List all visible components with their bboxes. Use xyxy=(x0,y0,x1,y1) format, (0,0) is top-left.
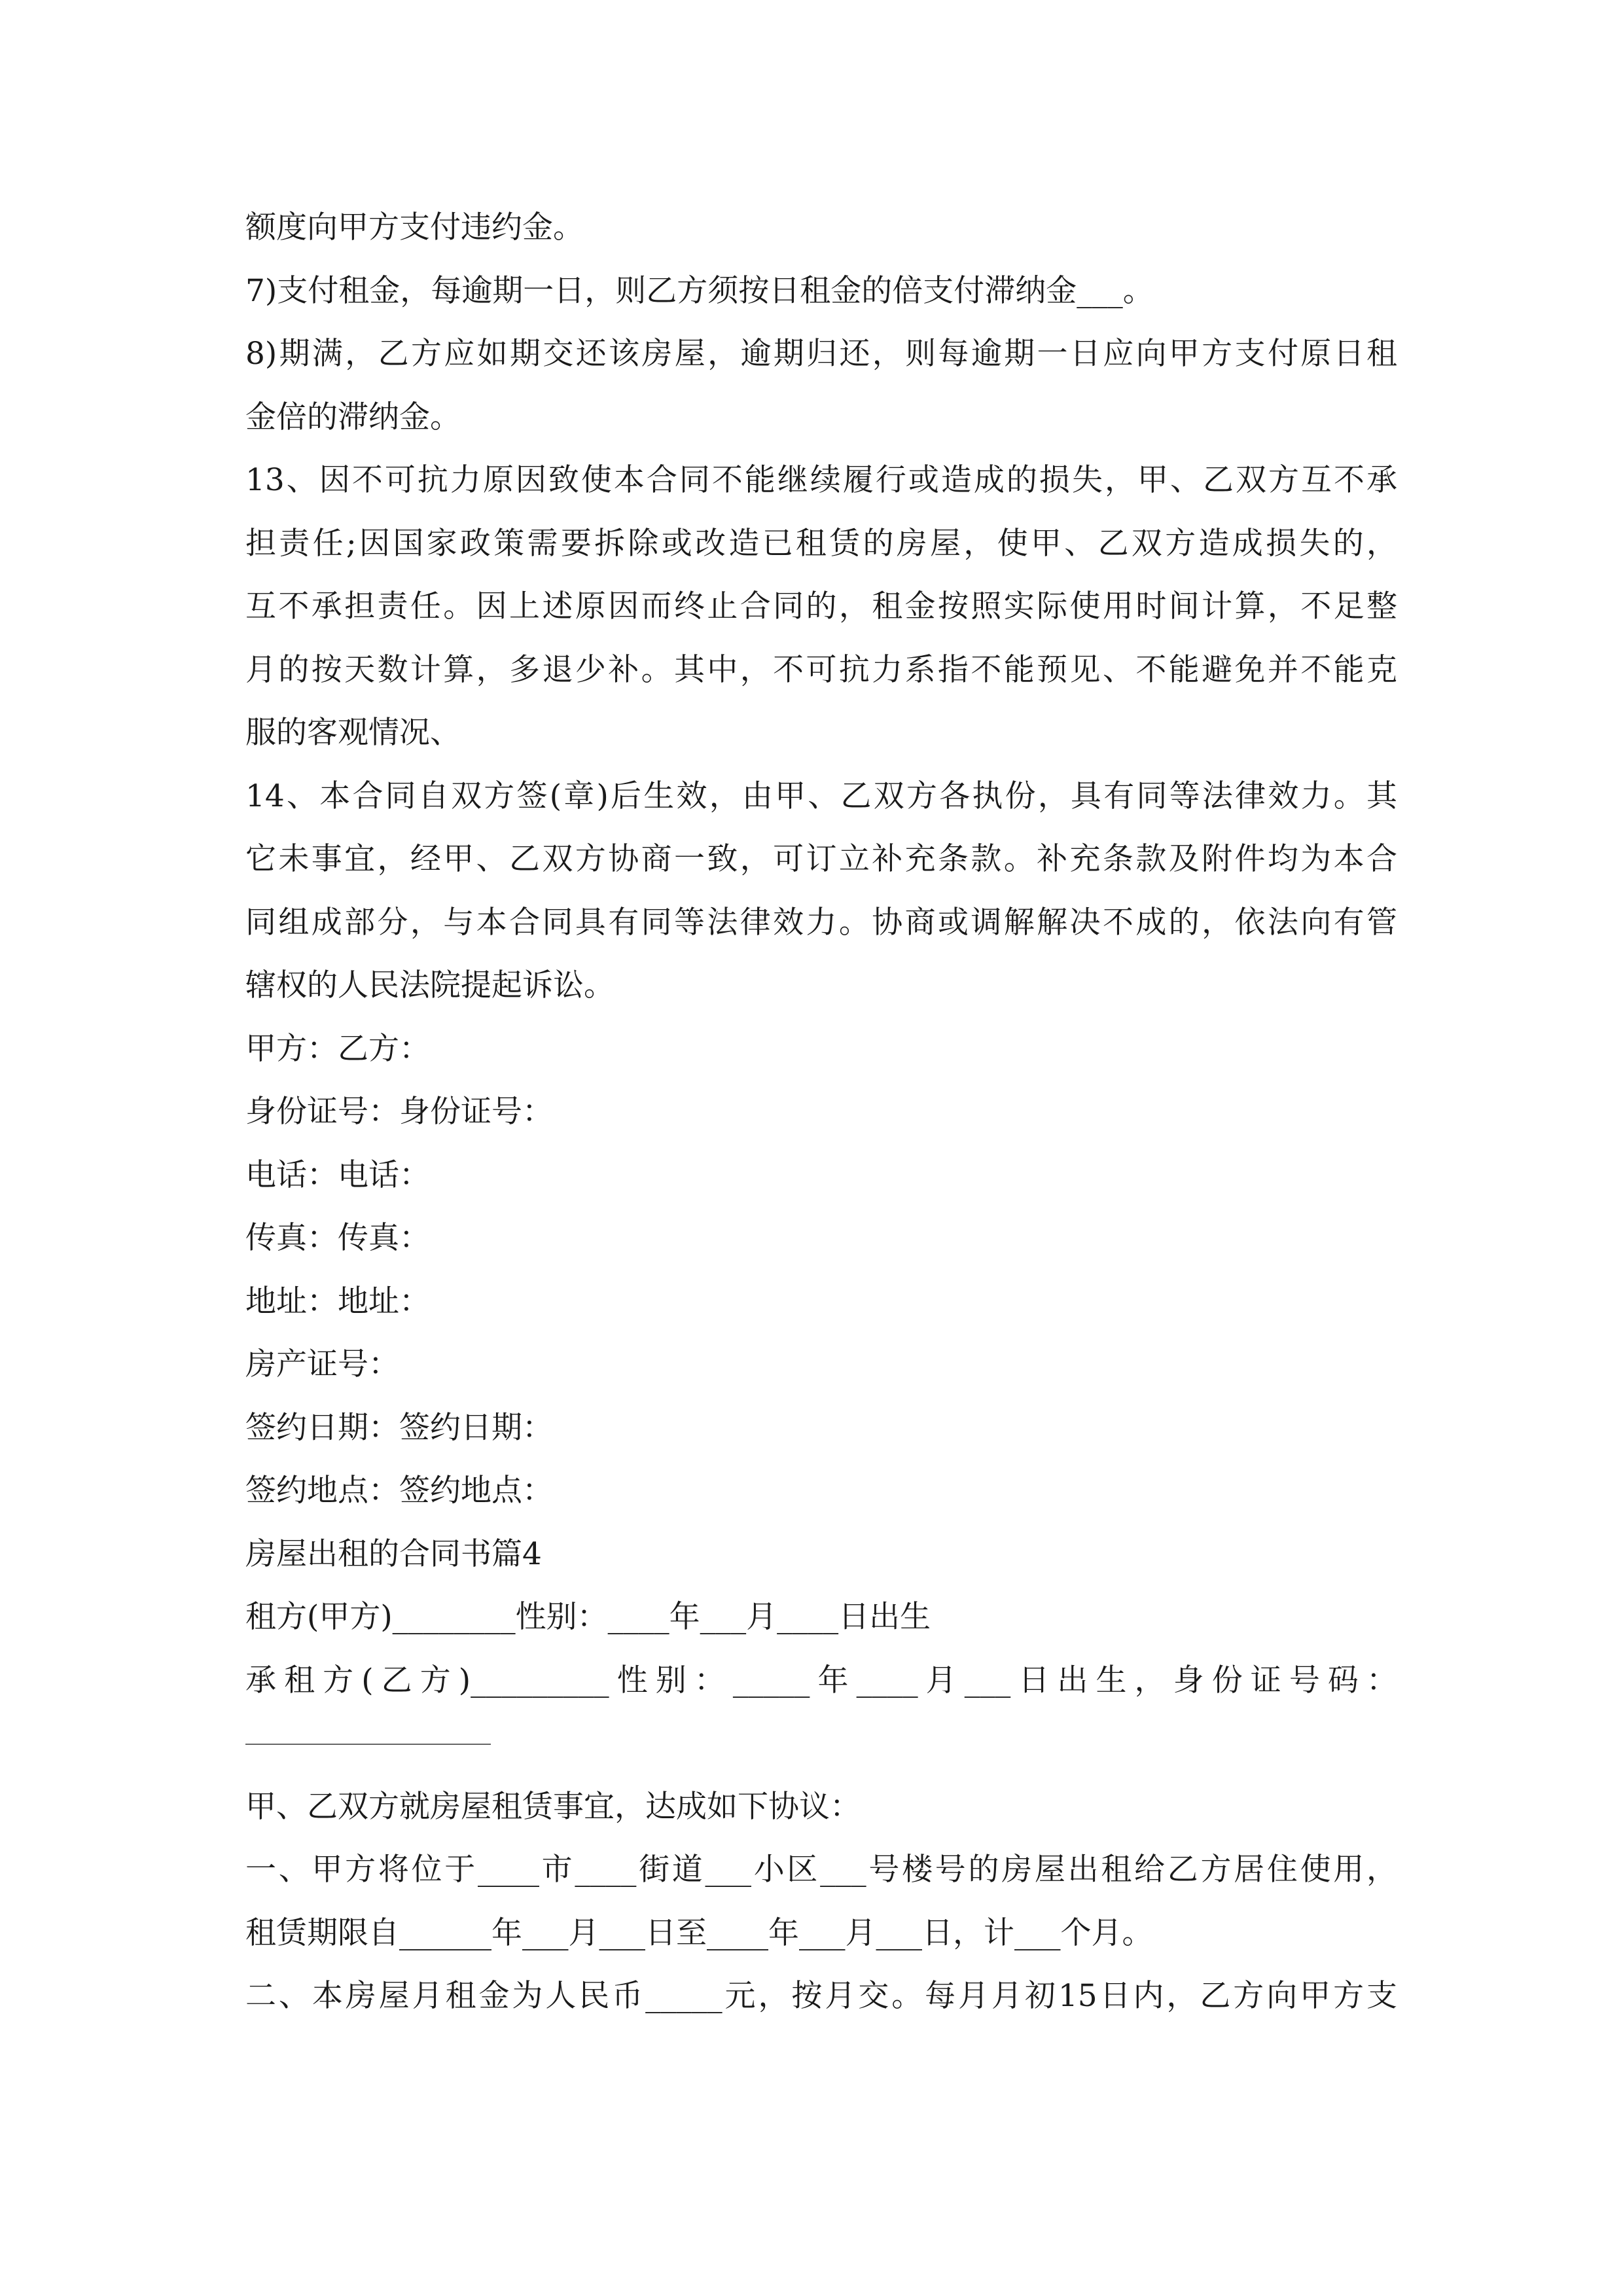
text-line: 辖权的人民法院提起诉讼。 xyxy=(245,967,615,1003)
blank-fill-line xyxy=(245,1712,1397,1776)
signature-field-date: 签约日期：签约日期： xyxy=(245,1409,553,1446)
section-heading: 房屋出租的合同书篇4 xyxy=(245,1535,542,1572)
text-line: 互不承担责任。因上述原因而终止合同的，租金按照实际使用时间计算，不足整 xyxy=(245,588,1397,624)
text-line: 额度向甲方支付违约金。 xyxy=(245,209,584,245)
text-line: 担责任;因国家政策需要拆除或改造已租赁的房屋，使甲、乙双方造成损失的， xyxy=(245,525,1397,562)
signature-field-property-cert: 房产证号： xyxy=(245,1346,399,1382)
text-line: 租方(甲方)________性别：____年___月____日出生 xyxy=(245,1599,931,1635)
signature-field-phone: 电话：电话： xyxy=(245,1157,430,1193)
signature-field-fax: 传真：传真： xyxy=(245,1220,430,1256)
text-line: 一、甲方将位于____市____街道___小区___号楼号的房屋出租给乙方居住使用， xyxy=(245,1852,1397,1888)
text-line: 承租方(乙方)_________性别：_____年____月___日出生，身份证号码： xyxy=(245,1662,1397,1698)
text-line: 金倍的滞纳金。 xyxy=(245,399,461,435)
text-line: 租赁期限自______年___月___日至____年___月___日，计___个月。 xyxy=(245,1914,1153,1951)
text-line: 8)期满，乙方应如期交还该房屋，逾期归还，则每逾期一日应向甲方支付原日租 xyxy=(245,336,1397,372)
text-line: 甲、乙双方就房屋租赁事宜，达成如下协议： xyxy=(245,1788,861,1825)
signature-field-id: 身份证号：身份证号： xyxy=(245,1094,553,1130)
text-line: 13、因不可抗力原因致使本合同不能继续履行或造成的损失，甲、乙双方互不承 xyxy=(245,462,1397,498)
signature-field-party: 甲方：乙方： xyxy=(245,1030,430,1067)
signature-field-place: 签约地点：签约地点： xyxy=(245,1473,553,1509)
signature-field-address: 地址：地址： xyxy=(245,1283,430,1319)
underline-rule xyxy=(245,1744,491,1745)
text-line: 同组成部分，与本合同具有同等法律效力。协商或调解解决不成的，依法向有管 xyxy=(245,904,1397,941)
text-line: 二、本房屋月租金为人民币_____元，按月交。每月月初15日内，乙方向甲方支 xyxy=(245,1978,1397,2014)
text-line: 14、本合同自双方签(章)后生效，由甲、乙双方各执份，具有同等法律效力。其 xyxy=(245,778,1397,814)
text-line: 月的按天数计算，多退少补。其中，不可抗力系指不能预见、不能避免并不能克 xyxy=(245,651,1397,688)
text-line: 服的客观情况、 xyxy=(245,715,461,751)
document-body xyxy=(245,196,1397,2028)
text-line: 它未事宜，经甲、乙双方协商一致，可订立补充条款。补充条款及附件均为本合 xyxy=(245,841,1397,877)
text-line: 7)支付租金，每逾期一日，则乙方须按日租金的倍支付滞纳金___。 xyxy=(245,272,1154,309)
